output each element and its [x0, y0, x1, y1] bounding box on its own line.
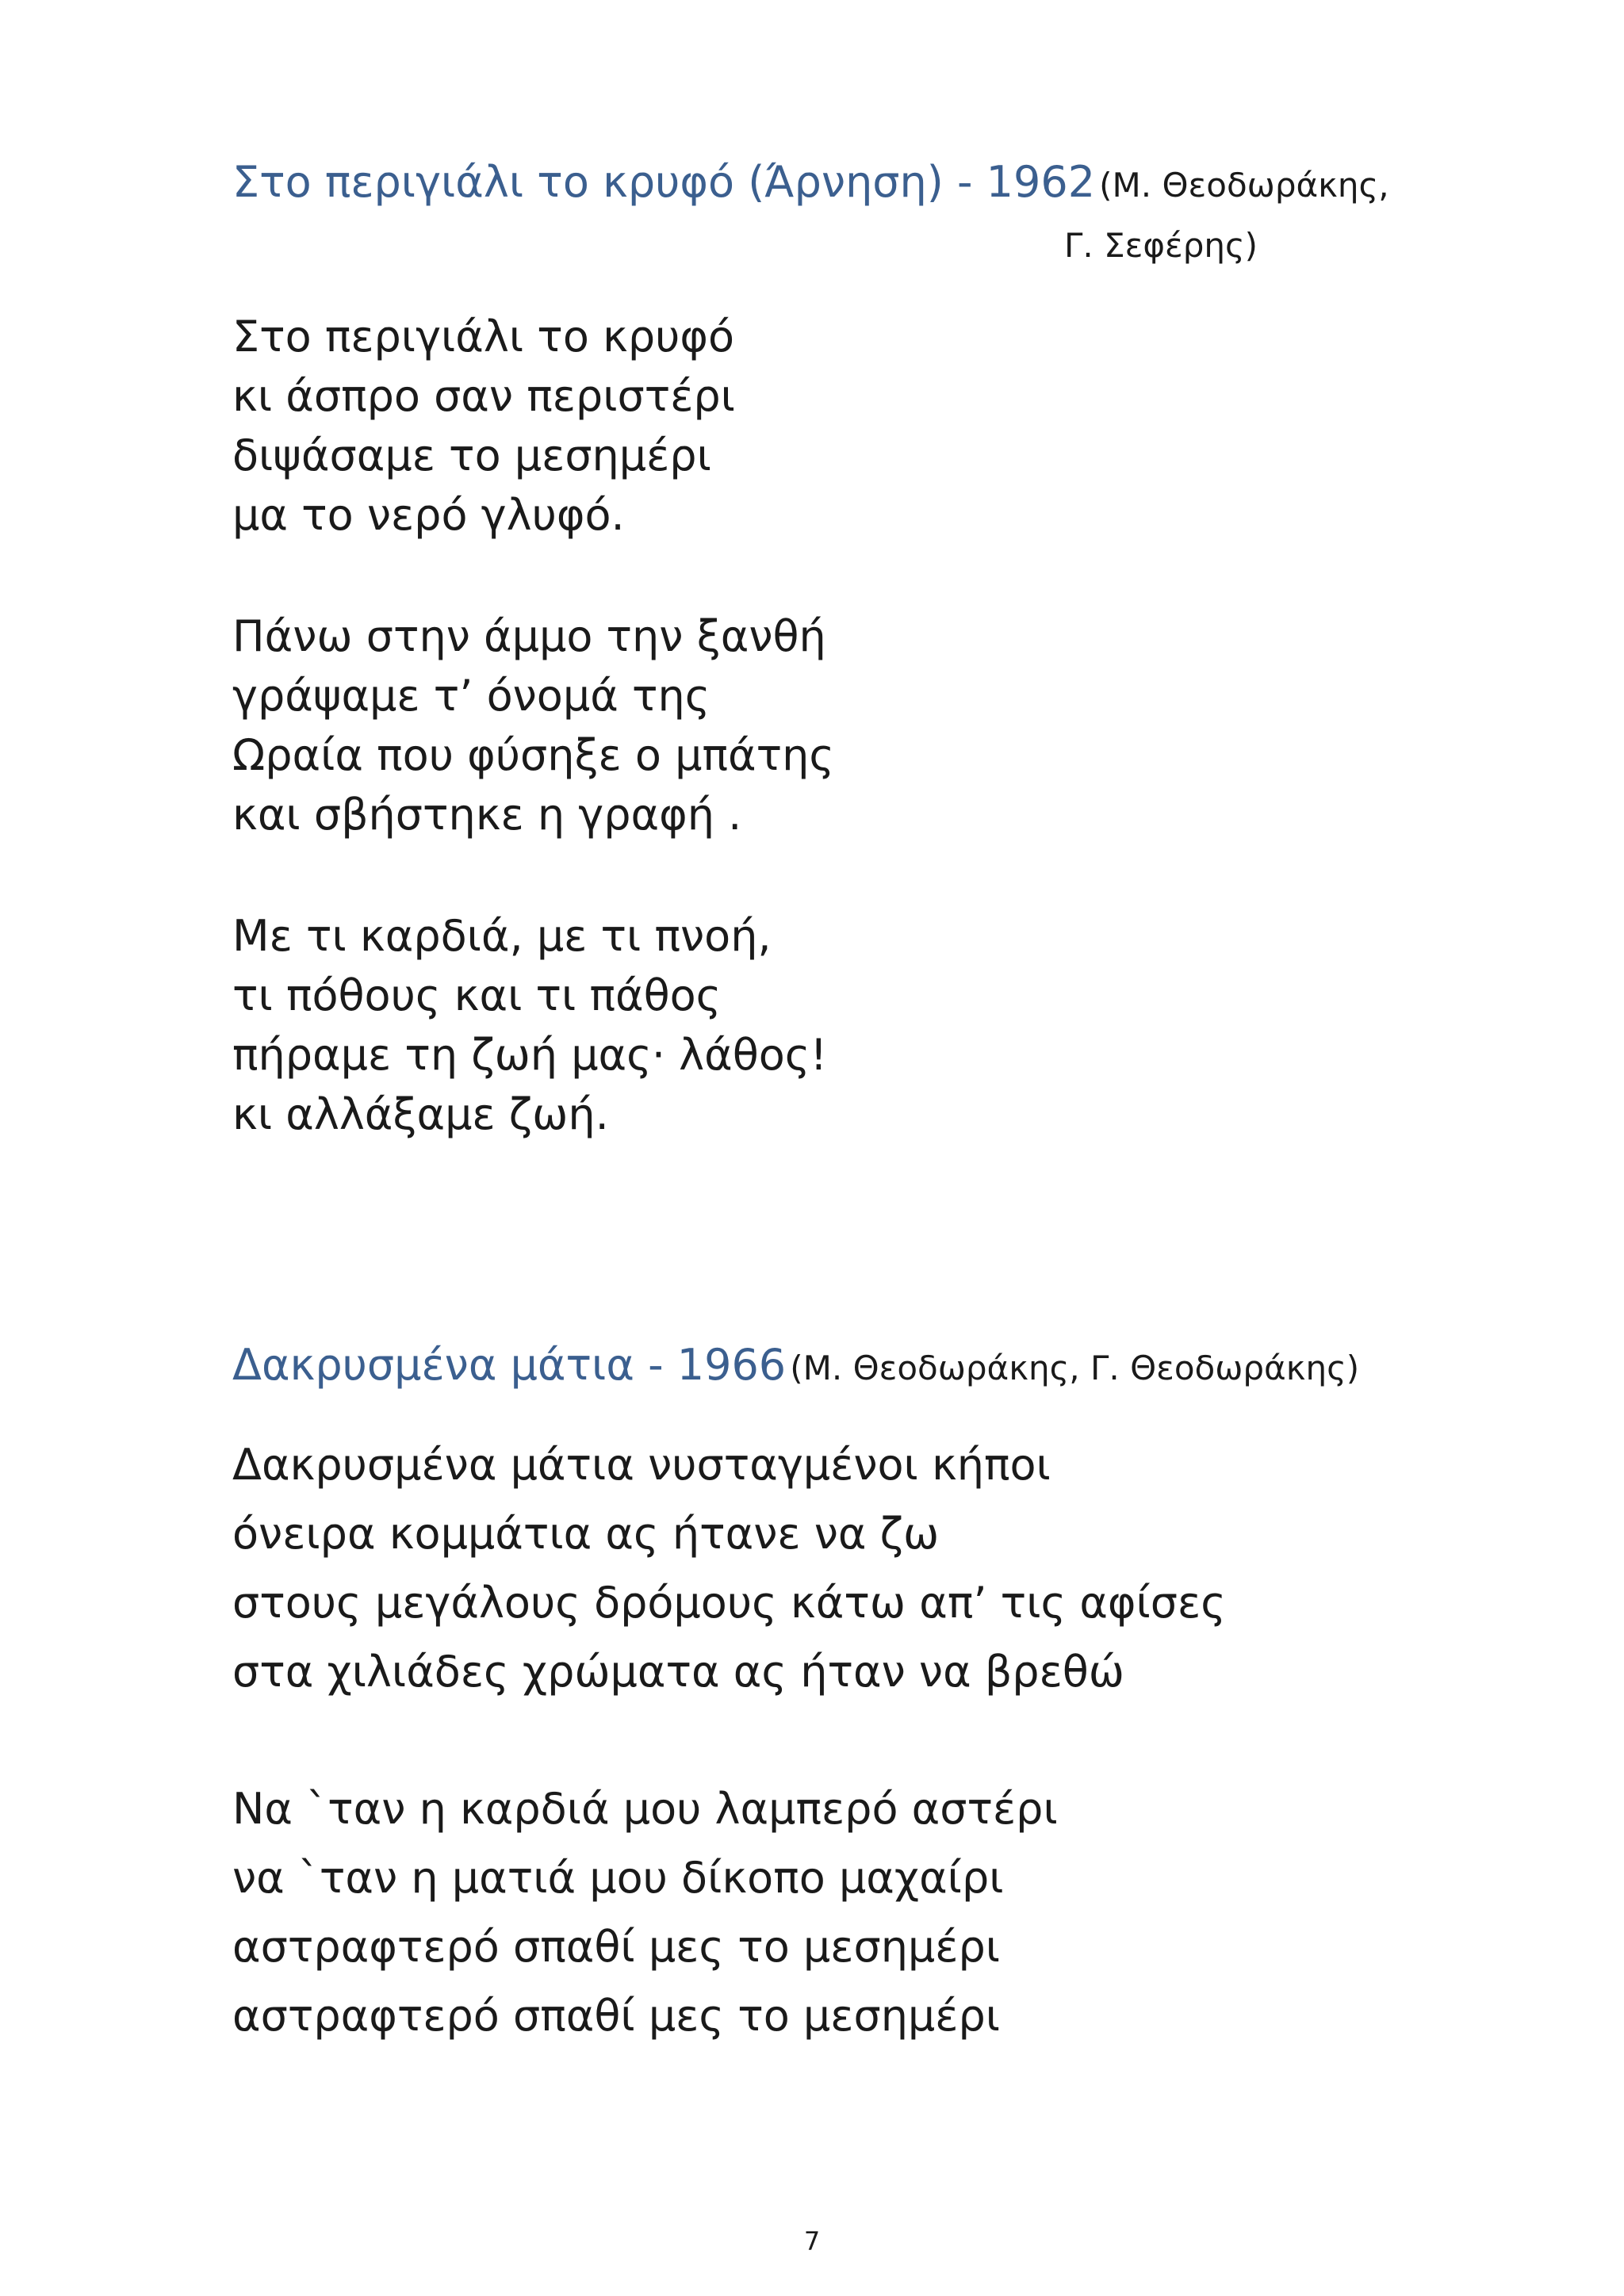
lyric-line: κι αλλάξαμε ζωή. [232, 1089, 609, 1139]
song1-credits-line1: (Μ. Θεοδωράκης, [1099, 166, 1389, 205]
lyric-line: Στο περιγιάλι το κρυφό [232, 312, 735, 362]
lyric-line: και σβήστηκε η γραφή . [232, 790, 742, 840]
lyric-line: όνειρα κομμάτια ας ήτανε να ζω [232, 1509, 940, 1559]
song2-credits: (Μ. Θεοδωράκης, Γ. Θεοδωράκης) [790, 1349, 1360, 1387]
lyric-line: τι πόθους και τι πάθος [232, 970, 722, 1020]
song1-heading [232, 157, 1389, 207]
lyric-line: Δακρυσμένα μάτια νυσταγμένοι κήποι [232, 1440, 1051, 1490]
lyric-line: στα χιλιάδες χρώματα ας ήταν να βρεθώ [232, 1647, 1125, 1697]
lyric-line: πήραμε τη ζωή μας· λάθος! [232, 1030, 828, 1080]
lyric-line: κι άσπρο σαν περιστέρι [232, 371, 735, 421]
lyric-line: Ωραία που φύσηξε ο μπάτης [232, 730, 835, 780]
lyric-line: Με τι καρδιά, με τι πνοή, [232, 911, 772, 961]
song2-stanza-1 [232, 1430, 1226, 1706]
lyric-line: γράψαμε τ’ όνομά της [232, 671, 710, 721]
lyric-line: να `ταν η ματιά μου δίκοπο μαχαίρι [232, 1853, 1004, 1903]
song1-stanza-3 [232, 906, 827, 1144]
lyric-line: διψάσαμε το μεσημέρι [232, 430, 711, 480]
song1-credits-line2: Γ. Σεφέρης) [1064, 226, 1258, 265]
song1-stanza-1 [232, 307, 735, 545]
song1-title: Στο περιγιάλι το κρυφό (Άρνηση) - 1962 [232, 157, 1096, 207]
song2-heading [232, 1340, 1359, 1390]
song2-stanza-2 [232, 1774, 1058, 2050]
lyric-line: μα το νερό γλυφό. [232, 490, 625, 540]
song1-stanza-2 [232, 607, 834, 844]
lyric-line: Πάνω στην άμμο την ξανθή [232, 611, 826, 661]
song2-title: Δακρυσμένα μάτια - 1966 [232, 1340, 787, 1390]
lyric-line: Να `ταν η καρδιά μου λαμπερό αστέρι [232, 1784, 1058, 1834]
lyric-line: στους μεγάλους δρόμους κάτω απ’ τις αφίσες [232, 1578, 1226, 1628]
lyric-line: αστραφτερό σπαθί μες το μεσημέρι [232, 1991, 1001, 2041]
page-number: 7 [803, 2226, 821, 2256]
lyric-line: αστραφτερό σπαθί μες το μεσημέρι [232, 1922, 1001, 1972]
